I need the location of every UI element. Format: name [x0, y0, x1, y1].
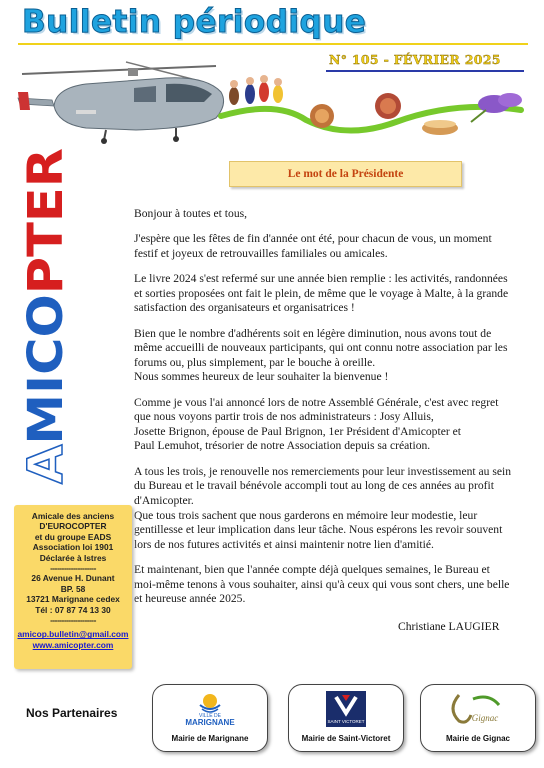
vertical-brand-name [14, 138, 74, 490]
letter-paragraph: A tous les trois, je renouvelle nos remerciements pour leur investissement au sein du Bureau et le travail bénévole accompli tout au long de ces années au profit d'Amicopter. Que tous trois sachent que nous garderons en mémoire leur modestie, leur gentillesse et leur implication dans leur tâche. Nous espérons les revoir souvent lors de nos futures activités et ainsi maintenir notre lien d'amitié. [134, 464, 512, 551]
bulletin-title: Bulletin périodique [22, 4, 367, 40]
partner-card-gignac[interactable] [420, 684, 536, 752]
info-line: Association loi 1901 [32, 542, 114, 553]
partner-name: Mairie de Gignac [445, 734, 511, 743]
brand-letter: A [18, 446, 74, 484]
brand-letter: E [18, 189, 74, 223]
brand-letter: R [18, 150, 74, 188]
partners-label: Nos Partenaires [26, 706, 118, 720]
partner-card-marignane[interactable] [152, 684, 268, 752]
association-info-box [14, 505, 132, 669]
vertical-brand-text [18, 148, 74, 484]
figurines-illustration [229, 75, 283, 105]
marignane-logo [153, 691, 267, 727]
partner-name: Mairie de Marignane [171, 734, 249, 743]
info-line: et du groupe EADS [34, 531, 112, 542]
info-separator: -------------------- [50, 615, 96, 626]
brand-letter: T [18, 224, 74, 257]
helicopter-illustration [18, 62, 224, 144]
address-line: 26 Avenue H. Dunant [31, 573, 115, 584]
svg-text:MARIGNANE: MARIGNANE [185, 718, 235, 727]
letter-paragraph: Le livre 2024 s'est refermé sur une année bien remplie : les activités, randonnées et sorties proposées ont fait le plein, de même que le voyage à Malte, à la grande satisfaction des organisateurs et organisatrices ! [134, 272, 509, 315]
phone-number: Tél : 07 87 74 13 30 [35, 604, 111, 615]
email-link[interactable]: amicop.bulletin@gmail.com [17, 629, 129, 640]
info-line: Amicale des anciens [31, 511, 115, 521]
address-line: BP. 58 [60, 583, 86, 594]
partner-card-saint-victoret[interactable] [288, 684, 404, 752]
brand-letter: I [18, 375, 74, 394]
svg-text:Gignac: Gignac [471, 713, 499, 723]
svg-text:SAINT VICTORET: SAINT VICTORET [327, 719, 365, 724]
info-line: Déclarée à Istres [39, 552, 107, 563]
section-title: Le mot de la Présidente [229, 161, 462, 187]
brand-letter: O [18, 296, 74, 338]
brand-letter: M [18, 396, 74, 445]
issue-number: N° 105 - FÉVRIER 2025 [329, 52, 501, 67]
info-line: D'EUROCOPTER [39, 521, 107, 532]
svg-text:VILLE DE: VILLE DE [199, 713, 221, 719]
president-letter [134, 207, 514, 617]
address-line: 13721 Marignane cedex [26, 594, 120, 605]
letter-paragraph: Bonjour à toutes et tous, [134, 207, 248, 220]
saint-victoret-logo [289, 691, 403, 727]
letter-paragraph: J'espère que les fêtes de fin d'année ont été, pour chacun de vous, un moment festif et joyeux de retrouvailles familiales ou amicales. [134, 232, 492, 260]
letter-paragraph: Et maintenant, bien que l'année compte déjà quelques semaines, le Bureau et moi-même tenons à vous souhaiter, ainsi qu'à ceux qui vous sont chers, une belle et heureuse année 2025. [134, 563, 510, 606]
partner-name: Mairie de Saint-Victoret [301, 734, 391, 743]
info-separator: -------------------- [50, 563, 96, 574]
letter-paragraph: Comme je vous l'ai annoncé lors de notre Assemblé Générale, c'est avec regret que nous voyons partir trois de nos administrateurs : Josy Alluis, Josette Brignon, épouse de Paul Brignon, 1er Président d'Amicopter et Paul Lemuhot, trésorier de notre Association depuis sa création. [134, 395, 499, 453]
website-link[interactable]: www.amicopter.com [32, 639, 114, 650]
brand-letter: C [18, 339, 74, 375]
gignac-logo [421, 691, 535, 727]
letter-paragraph: Bien que le nombre d'adhérents soit en légère diminution, nous avons tout de même accueilli de nouveaux participants, qui ont connu notre association par les forums ou, plus simplement, par le bouche à oreille. Nous sommes heureux de leur souhaiter la bienvenue ! [134, 326, 508, 384]
signature: Christiane LAUGIER [398, 620, 500, 633]
issue-underline [326, 70, 524, 72]
brand-letter: P [18, 258, 74, 295]
